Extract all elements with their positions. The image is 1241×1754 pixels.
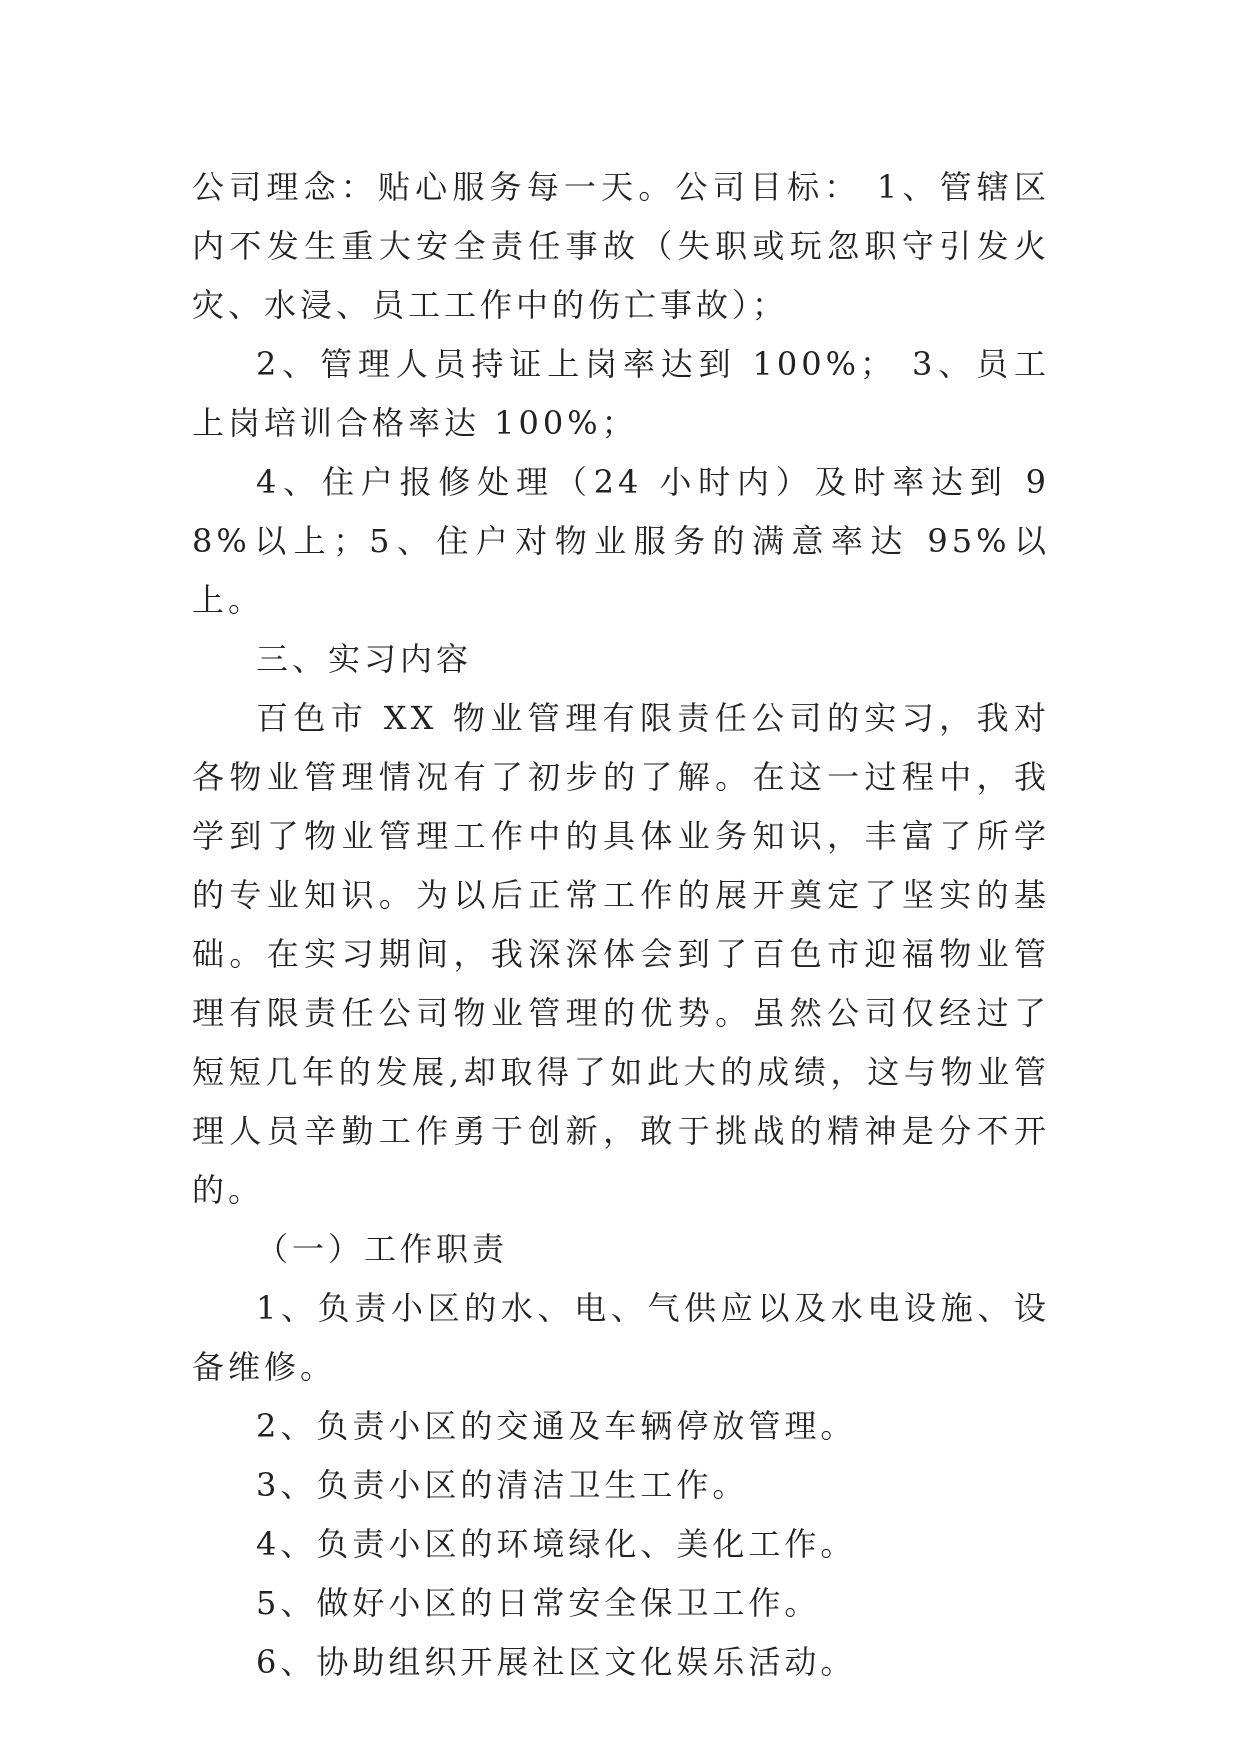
list-item-duty-1: 1、负责小区的水、电、气供应以及水电设施、设备维修。	[192, 1289, 1050, 1386]
subsection-heading-job-duties: （一）工作职责	[256, 1230, 509, 1268]
list-item-duty-5: 5、做好小区的日常安全保卫工作。	[256, 1584, 821, 1622]
paragraph-goals-intro: 公司理念：贴心服务每一天。公司目标： 1、管辖区内不发生重大安全责任事故（失职或玩忽职守引发火灾、水浸、员工工作中的伤亡事故）；	[192, 168, 1050, 324]
list-item-duty-3: 3、负责小区的清洁卫生工作。	[256, 1466, 749, 1504]
list-item-duty-6: 6、协助组织开展社区文化娱乐活动。	[256, 1643, 857, 1681]
document-body	[192, 158, 1050, 1692]
paragraph-goal-4-5: 4、住户报修处理（24 小时内）及时率达到 98%以上；5、住户对物业服务的满意率达 95%以上。	[192, 463, 1050, 619]
list-item-duty-2: 2、负责小区的交通及车辆停放管理。	[256, 1407, 857, 1445]
section-heading-internship-content: 三、实习内容	[256, 640, 473, 678]
paragraph-internship-body: 百色市 XX 物业管理有限责任公司的实习，我对各物业管理情况有了初步的了解。在这一过程中，我学到了物业管理工作中的具体业务知识，丰富了所学的专业知识。为以后正常工作的展开奠定了坚实的基础。在实习期间，我深深体会到了百色市迎福物业管理有限责任公司物业管理的优势。虽然公司仅经过了短短几年的发展,却取得了如此大的成绩，这与物业管理人员辛勤工作勇于创新，敢于挑战的精神是分不开的。	[192, 699, 1050, 1209]
list-item-duty-4: 4、负责小区的环境绿化、美化工作。	[256, 1525, 857, 1563]
paragraph-goal-2-3: 2、管理人员持证上岗率达到 100%； 3、员工上岗培训合格率达 100%；	[192, 345, 1050, 442]
